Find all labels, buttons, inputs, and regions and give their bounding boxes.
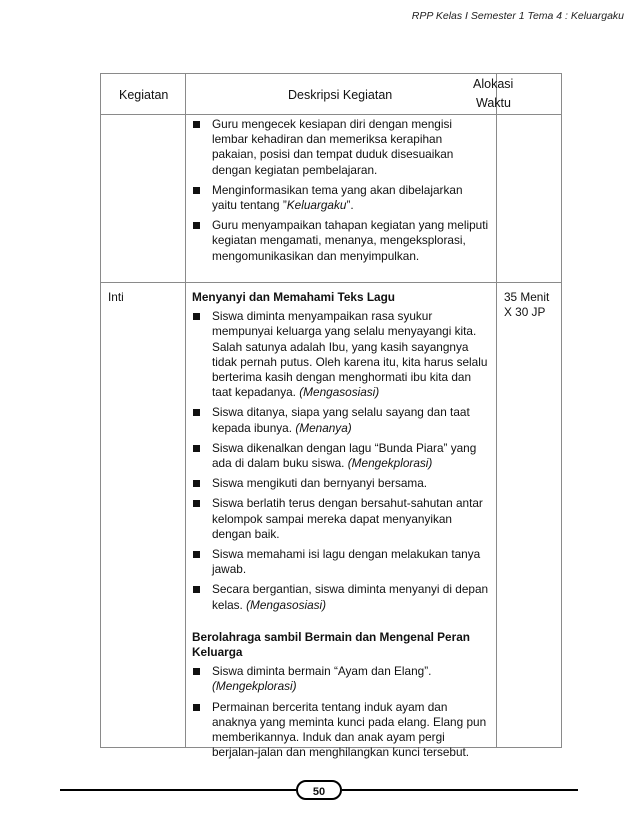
list-item: Siswa diminta menyampaikan rasa syukur mempunyai keluarga yang selalu menyayangi kita. Salah satunya adalah Ibu, yang kasih sayangnya tidak pernah putus. Oleh karena itu, kita harus selalu berterima kasih dengan menghormati ibu kita dan taat kepadanya. (Mengasosiasi) — [192, 309, 490, 400]
list-item: Siswa mengikuti dan bernyanyi bersama. — [192, 476, 490, 491]
row1-rule — [100, 282, 562, 283]
lesson-activity-table — [100, 73, 562, 760]
list-item: Siswa diminta bermain “Ayam dan Elang”. (Mengekplorasi) — [192, 664, 490, 694]
list-item: Siswa berlatih terus dengan bersahut-sahutan antar kelompok sampai mereka dapat menyanyikan dengan baik. — [192, 496, 490, 542]
section-title: Menyanyi dan Memahami Teks Lagu — [192, 290, 396, 304]
list-item: Siswa memahami isi lagu dengan melakukan tanya jawab. — [192, 547, 490, 577]
list-item: Siswa ditanya, siapa yang selalu sayang dan taat kepada ibunya. (Menanya) — [192, 405, 490, 435]
header-alokasi: Alokasi — [473, 77, 514, 91]
table-divider-1 — [185, 73, 186, 748]
list-item: Secara bergantian, siswa diminta menyanyi di depan kelas. (Mengasosiasi) — [192, 582, 490, 612]
running-header: RPP Kelas I Semester 1 Tema 4 : Keluargaku — [411, 10, 624, 22]
header-row-rule — [100, 114, 562, 115]
page-number: 50 — [296, 780, 342, 800]
list-item: Guru mengecek kesiapan diri dengan mengisi lembar kehadiran dan memeriksa kerapihan pakaian, posisi dan tempat duduk disesuaikan dengan kegiatan pembelajaran. — [192, 117, 490, 178]
header-waktu: Waktu — [476, 96, 511, 110]
header-deskripsi: Deskripsi Kegiatan — [288, 88, 393, 102]
list-item: Menginformasikan tema yang akan dibelajarkan yaitu tentang ”Keluargaku”. — [192, 183, 490, 213]
row1-description — [192, 117, 490, 269]
table-border-top — [100, 73, 562, 74]
list-item: Siswa dikenalkan dengan lagu “Bunda Piara” yang ada di dalam buku siswa. (Mengekplorasi) — [192, 441, 490, 471]
list-item: Permainan bercerita tentang induk ayam dan anaknya yang meminta kunci pada elang. Elang pun memberikannya. Induk dan anak ayam pergi berjalan-jalan dan menghilangkan kunci tersebut. — [192, 700, 490, 761]
row2-kegiatan: Inti — [108, 290, 124, 304]
list-item: Guru menyampaikan tahapan kegiatan yang meliputi kegiatan mengamati, menanya, mengeksplorasi, mengomunikasikan dan menyimpulkan. — [192, 218, 490, 264]
table-divider-2 — [496, 73, 497, 748]
section-title: Berolahraga sambil Bermain dan Mengenal Peran Keluarga — [192, 629, 470, 660]
row2-alokasi: 35 Menit X 30 JP — [504, 290, 550, 320]
footer-rule-left — [60, 789, 296, 791]
table-border-right — [561, 73, 562, 748]
header-kegiatan: Kegiatan — [119, 88, 169, 102]
table-border-left — [100, 73, 101, 748]
footer-rule-right — [342, 789, 578, 791]
row2-description — [192, 290, 490, 765]
